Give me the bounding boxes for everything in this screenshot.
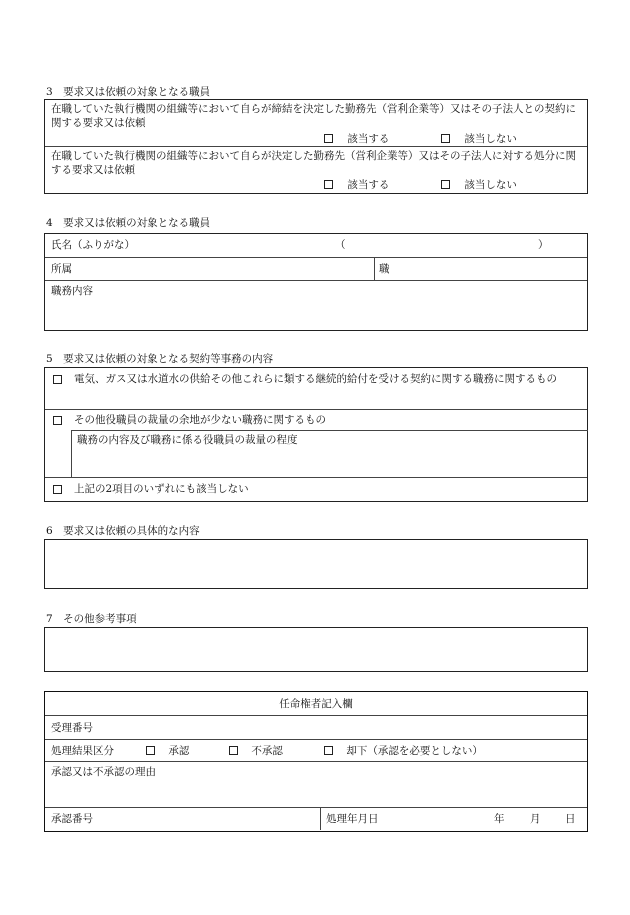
checkbox-icon[interactable] xyxy=(324,134,333,143)
affiliation-row xyxy=(45,258,587,281)
section-3-question-disposition: 在職していた執行機関の組織等において自らが決定した勤務先（営利企業等）又はその子法人に対する処分に関する要求又は依頼 xyxy=(51,150,576,176)
checkbox-icon[interactable] xyxy=(324,746,333,755)
appointer-table xyxy=(44,691,588,832)
post-label: 職 xyxy=(379,263,390,275)
section-3-contract-yes[interactable] xyxy=(324,132,389,146)
option-limited-discretion-row xyxy=(45,410,587,478)
section-3-contract-no[interactable] xyxy=(441,132,517,146)
section-4-title: 4 要求又は依頼の対象となる職員 xyxy=(46,217,211,229)
receipt-label: 受理番号 xyxy=(51,722,93,734)
section-3-disposition-yes[interactable] xyxy=(324,178,389,192)
name-paren-open: （ xyxy=(335,239,346,251)
option-none-row xyxy=(45,478,587,501)
section-3-title: 3 要求又は依頼の対象となる職員 xyxy=(46,86,211,98)
date-day: 日 xyxy=(565,813,576,825)
approval-divider xyxy=(320,808,321,830)
checkbox-icon[interactable] xyxy=(146,746,155,755)
checkbox-icon[interactable] xyxy=(53,485,62,494)
approve-label: 承認 xyxy=(168,745,190,757)
checkbox-icon[interactable] xyxy=(53,375,62,384)
disapprove-label: 不承認 xyxy=(251,745,283,757)
date-label: 処理年月日 xyxy=(326,813,379,825)
discretion-detail-box xyxy=(71,430,588,478)
appointer-title-row xyxy=(45,692,587,716)
affiliation-divider xyxy=(374,258,375,280)
yes-label: 該当する xyxy=(347,179,390,191)
section-3-disposition-no[interactable] xyxy=(441,178,517,192)
discretion-detail-label: 職務の内容及び職務に係る役職員の裁量の程度 xyxy=(77,434,298,446)
checkbox-icon[interactable] xyxy=(229,746,238,755)
section-3-table xyxy=(44,99,588,194)
section-5-table xyxy=(44,367,588,502)
approval-no-label: 承認番号 xyxy=(51,813,93,825)
option-none-label: 上記の2項目のいずれにも該当しない xyxy=(74,483,249,495)
affiliation-label: 所属 xyxy=(51,263,72,275)
section-3-row-disposition xyxy=(45,147,587,193)
no-label: 該当しない xyxy=(464,179,517,191)
duties-row xyxy=(45,281,587,330)
appointer-title: 任命権者記入欄 xyxy=(279,698,353,710)
section-6-title: 6 要求又は依頼の具体的な内容 xyxy=(46,525,200,537)
reason-row xyxy=(45,762,587,808)
no-label: 該当しない xyxy=(464,133,517,145)
section-6-content-box[interactable] xyxy=(44,539,588,589)
option-limited-discretion-label: その他役職員の裁量の余地が少ない職務に関するもの xyxy=(74,414,326,426)
checkbox-icon[interactable] xyxy=(441,134,450,143)
section-3-row-contract xyxy=(45,100,587,147)
result-disapprove[interactable] xyxy=(229,744,283,758)
reason-label: 承認又は不承認の理由 xyxy=(51,766,156,778)
name-paren-close: ） xyxy=(538,239,549,251)
duties-label: 職務内容 xyxy=(51,285,93,297)
date-year: 年 xyxy=(494,813,505,825)
yes-label: 該当する xyxy=(347,133,390,145)
result-row xyxy=(45,740,587,762)
checkbox-icon[interactable] xyxy=(324,180,333,189)
date-month: 月 xyxy=(530,813,541,825)
option-utility-row xyxy=(45,368,587,410)
section-5-title: 5 要求又は依頼の対象となる契約等事務の内容 xyxy=(46,353,274,365)
option-utility-label: 電気、ガス又は水道水の供給その他これらに類する継続的給付を受ける契約に関する職務に関するもの xyxy=(74,373,557,385)
checkbox-icon[interactable] xyxy=(53,416,62,425)
checkbox-icon[interactable] xyxy=(441,180,450,189)
result-dismiss[interactable] xyxy=(324,744,483,758)
result-approve[interactable] xyxy=(146,744,189,758)
section-7-content-box[interactable] xyxy=(44,627,588,672)
dismiss-label: 却下（承認を必要としない） xyxy=(346,745,483,757)
approval-row xyxy=(45,808,587,830)
section-4-table xyxy=(44,233,588,331)
result-label: 処理結果区分 xyxy=(51,745,114,757)
section-3-question-contract: 在職していた執行機関の組織等において自らが締結を決定した勤務先（営利企業等）又はその子法人との契約に関する要求又は依頼 xyxy=(51,103,576,129)
receipt-row xyxy=(45,716,587,740)
name-label: 氏名（ふりがな） xyxy=(51,239,135,251)
name-row xyxy=(45,234,587,258)
section-7-title: 7 その他参考事項 xyxy=(46,613,137,625)
